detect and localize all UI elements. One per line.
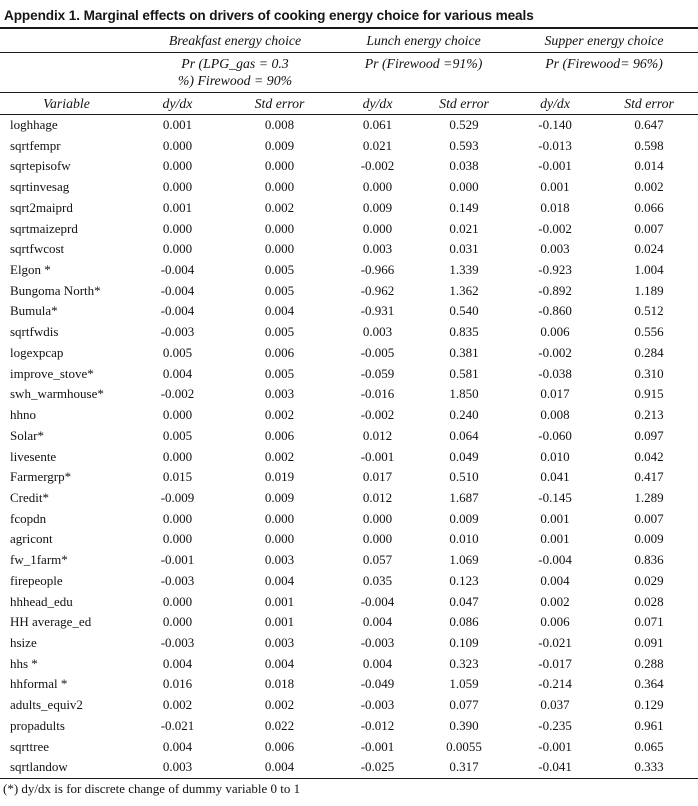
table-row <box>0 136 698 157</box>
table-row <box>0 426 698 447</box>
stderror-breakfast-cell: 0.004 <box>264 303 295 319</box>
dydx-supper-cell: -0.038 <box>538 365 572 381</box>
variable-cell: Credit* <box>10 489 49 505</box>
variable-cell: sqrt2maiprd <box>10 199 73 215</box>
table-row <box>0 281 698 302</box>
column-header-stderror-breakfast: Std error <box>222 93 337 115</box>
stderror-supper-cell: 0.009 <box>634 531 664 547</box>
dydx-breakfast-cell: 0.004 <box>162 365 193 381</box>
dydx-lunch-cell: 0.000 <box>362 220 393 236</box>
variable-cell: sqrtfwcost <box>10 241 65 257</box>
dydx-breakfast-cell: 0.005 <box>162 344 193 360</box>
dydx-lunch-cell: -0.003 <box>360 634 395 650</box>
dydx-lunch-cell: 0.000 <box>362 179 393 195</box>
stderror-lunch-cell: 1.059 <box>449 676 479 692</box>
variable-cell: sqrtfempr <box>10 137 61 153</box>
stderror-supper-cell: 0.310 <box>634 365 664 381</box>
stderror-lunch-cell: 0.031 <box>449 241 479 257</box>
stderror-lunch-cell: 1.339 <box>449 262 479 278</box>
probability-lunch <box>337 53 510 93</box>
dydx-supper-cell: 0.006 <box>540 614 570 630</box>
dydx-breakfast-cell: 0.000 <box>162 241 193 257</box>
stderror-lunch-cell: 0.047 <box>449 593 479 609</box>
dydx-supper-cell: -0.002 <box>538 220 572 236</box>
dydx-lunch-cell: -0.004 <box>360 593 395 609</box>
variable-cell: adults_equiv2 <box>10 697 83 713</box>
table-row <box>0 322 698 343</box>
dydx-lunch-cell: -0.001 <box>360 738 395 754</box>
stderror-lunch-cell: 0.009 <box>449 510 479 526</box>
dydx-lunch-cell: 0.012 <box>362 489 393 505</box>
dydx-supper-cell: -0.892 <box>538 282 572 298</box>
stderror-supper-cell: 0.647 <box>634 117 664 132</box>
stderror-supper-cell: 0.007 <box>634 220 664 236</box>
dydx-supper-cell: -0.001 <box>538 738 572 754</box>
stderror-breakfast-cell: 0.005 <box>264 262 295 278</box>
column-header-dydx-breakfast: dy/dx <box>133 93 222 115</box>
dydx-lunch-cell: -0.002 <box>360 158 395 174</box>
dydx-supper-cell: -0.017 <box>538 655 572 671</box>
variable-cell: sqrtmaizeprd <box>10 220 78 236</box>
stderror-breakfast-cell: 0.002 <box>264 448 295 464</box>
variable-cell: improve_stove* <box>10 365 94 381</box>
variable-cell: Bumula* <box>10 303 58 319</box>
stderror-breakfast-cell: 0.000 <box>264 179 295 195</box>
stderror-breakfast-cell: 0.003 <box>264 552 295 568</box>
dydx-breakfast-cell: 0.005 <box>162 427 193 443</box>
dydx-supper-cell: -0.235 <box>538 717 572 733</box>
dydx-supper-cell: -0.002 <box>538 344 572 360</box>
dydx-lunch-cell: -0.966 <box>360 262 395 278</box>
dydx-breakfast-cell: 0.000 <box>162 137 193 153</box>
dydx-lunch-cell: -0.025 <box>337 757 418 778</box>
stderror-supper-cell: 0.961 <box>634 717 664 733</box>
probability-supper-line1: Pr (Firewood= 96%) <box>545 56 663 71</box>
dydx-breakfast-cell: 0.002 <box>162 697 193 713</box>
stderror-supper-cell: 1.189 <box>634 282 664 298</box>
variable-cell: hsize <box>10 634 37 650</box>
dydx-lunch-cell: 0.003 <box>362 324 393 340</box>
table-row <box>0 219 698 240</box>
stderror-breakfast-cell: 0.004 <box>264 572 295 588</box>
stderror-breakfast-cell: 0.001 <box>264 593 295 609</box>
stderror-breakfast-cell: 0.004 <box>264 655 295 671</box>
dydx-breakfast-cell: -0.021 <box>160 717 195 733</box>
stderror-breakfast-cell: 0.000 <box>264 510 295 526</box>
stderror-supper-cell: 0.091 <box>634 634 664 650</box>
table-row <box>0 405 698 426</box>
dydx-supper-cell: -0.923 <box>538 262 572 278</box>
stderror-supper-cell: 0.097 <box>634 427 664 443</box>
variable-cell: logexpcap <box>10 344 64 360</box>
variable-cell: sqrtlandow <box>0 757 133 778</box>
variable-cell: Farmergrp* <box>10 469 72 485</box>
dydx-lunch-cell: -0.003 <box>360 697 395 713</box>
table-row <box>0 633 698 654</box>
stderror-supper-cell: 0.065 <box>634 738 664 754</box>
dydx-supper-cell: -0.001 <box>538 158 572 174</box>
dydx-supper-cell: -0.214 <box>538 676 572 692</box>
dydx-breakfast-cell: 0.000 <box>162 407 193 423</box>
stderror-lunch-cell: 0.077 <box>449 697 479 713</box>
stderror-breakfast-cell: 0.006 <box>264 344 295 360</box>
stderror-lunch-cell: 0.317 <box>418 757 510 778</box>
probability-breakfast-line1: Pr (LPG_gas = 0.3 <box>181 56 289 71</box>
stderror-supper-cell: 0.836 <box>634 552 664 568</box>
dydx-breakfast-cell: 0.000 <box>162 220 193 236</box>
table-header <box>0 29 698 115</box>
stderror-breakfast-cell: 0.000 <box>264 241 295 257</box>
stderror-breakfast-cell: 0.006 <box>264 738 295 754</box>
dydx-supper-cell: -0.013 <box>538 137 572 153</box>
dydx-breakfast-cell: -0.009 <box>160 489 195 505</box>
dydx-lunch-cell: 0.009 <box>362 199 393 215</box>
table-row <box>0 509 698 530</box>
dydx-lunch-cell: -0.049 <box>360 676 395 692</box>
table-row <box>0 343 698 364</box>
stderror-lunch-cell: 0.000 <box>449 179 479 195</box>
stderror-supper-cell: 0.042 <box>634 448 664 464</box>
probability-header-row <box>0 53 698 93</box>
table-row <box>0 757 698 778</box>
stderror-breakfast-cell: 0.000 <box>264 220 295 236</box>
stderror-supper-cell: 1.289 <box>634 489 664 505</box>
dydx-lunch-cell: 0.000 <box>362 531 393 547</box>
stderror-breakfast-cell: 0.005 <box>264 282 295 298</box>
stderror-lunch-cell: 0.0055 <box>446 738 482 754</box>
dydx-supper-cell: 0.037 <box>540 697 570 713</box>
stderror-supper-cell: 0.364 <box>634 676 664 692</box>
group-header-lunch: Lunch energy choice <box>337 29 510 53</box>
table-row <box>0 612 698 633</box>
table-row <box>0 529 698 550</box>
stderror-breakfast-cell: 0.000 <box>264 531 295 547</box>
variable-cell: firepeople <box>10 572 63 588</box>
dydx-lunch-cell: -0.001 <box>360 448 395 464</box>
dydx-lunch-cell: -0.016 <box>360 386 395 402</box>
stderror-breakfast-cell: 0.018 <box>264 676 295 692</box>
stderror-breakfast-cell: 0.005 <box>264 324 295 340</box>
table-row <box>0 592 698 613</box>
table-row <box>0 716 698 737</box>
table-row <box>0 156 698 177</box>
stderror-breakfast-cell: 0.003 <box>264 634 295 650</box>
stderror-supper-cell: 0.024 <box>634 241 664 257</box>
variable-cell: hhs * <box>10 655 38 671</box>
dydx-breakfast-cell: -0.004 <box>160 303 195 319</box>
stderror-breakfast-cell: 0.008 <box>264 117 295 132</box>
dydx-breakfast-cell: 0.000 <box>162 593 193 609</box>
stderror-supper-cell: 0.014 <box>634 158 664 174</box>
stderror-breakfast-cell: 0.002 <box>264 697 295 713</box>
stderror-lunch-cell: 0.581 <box>449 365 479 381</box>
dydx-lunch-cell: 0.004 <box>362 655 393 671</box>
variable-cell: livesente <box>10 448 57 464</box>
dydx-supper-cell: 0.003 <box>540 241 570 257</box>
dydx-supper-cell: 0.010 <box>540 448 570 464</box>
stderror-lunch-cell: 0.540 <box>449 303 479 319</box>
table-row <box>0 447 698 468</box>
dydx-breakfast-cell: 0.000 <box>162 448 193 464</box>
group-header-spacer <box>0 29 133 53</box>
dydx-supper-cell: 0.008 <box>540 407 570 423</box>
table-row <box>0 364 698 385</box>
variable-cell: sqrtinvesag <box>10 179 70 195</box>
marginal-effects-table <box>0 29 698 779</box>
dydx-breakfast-cell: 0.000 <box>162 510 193 526</box>
stderror-breakfast-cell: 0.022 <box>264 717 295 733</box>
stderror-lunch-cell: 0.529 <box>449 117 479 132</box>
dydx-supper-cell: 0.001 <box>540 531 570 547</box>
stderror-lunch-cell: 0.010 <box>449 531 479 547</box>
dydx-breakfast-cell: -0.001 <box>160 552 195 568</box>
dydx-lunch-cell: -0.962 <box>360 282 395 298</box>
dydx-lunch-cell: 0.003 <box>362 241 393 257</box>
table-row <box>0 177 698 198</box>
dydx-breakfast-cell: -0.003 <box>160 572 195 588</box>
stderror-lunch-cell: 0.240 <box>449 407 479 423</box>
variable-cell: sqrtepisofw <box>10 158 71 174</box>
stderror-supper-cell: 0.028 <box>634 593 664 609</box>
stderror-supper-cell: 0.007 <box>634 510 664 526</box>
stderror-supper-cell: 0.598 <box>634 137 664 153</box>
variable-cell: Bungoma North* <box>10 282 101 298</box>
dydx-supper-cell: 0.001 <box>540 510 570 526</box>
dydx-supper-cell: -0.860 <box>538 303 572 319</box>
dydx-lunch-cell: -0.012 <box>360 717 395 733</box>
table-row <box>0 115 698 136</box>
variable-cell: propadults <box>10 717 65 733</box>
stderror-lunch-cell: 0.123 <box>449 572 479 588</box>
stderror-supper-cell: 0.002 <box>634 179 664 195</box>
variable-cell: loghhage <box>10 117 58 132</box>
dydx-lunch-cell: 0.057 <box>362 552 393 568</box>
table-row <box>0 674 698 695</box>
stderror-breakfast-cell: 0.019 <box>264 469 295 485</box>
dydx-breakfast-cell: 0.004 <box>162 738 193 754</box>
probability-header-spacer <box>0 53 133 93</box>
variable-cell: Solar* <box>10 427 44 443</box>
stderror-lunch-cell: 0.381 <box>449 344 479 360</box>
dydx-lunch-cell: 0.061 <box>362 117 393 132</box>
stderror-breakfast-cell: 0.004 <box>222 757 337 778</box>
footnote: (*) dy/dx is for discrete change of dummy variable 0 to 1 <box>3 781 301 796</box>
table-row <box>0 654 698 675</box>
probability-breakfast <box>133 53 337 93</box>
variable-cell: fw_1farm* <box>10 552 68 568</box>
dydx-breakfast-cell: -0.004 <box>160 282 195 298</box>
dydx-breakfast-cell: -0.003 <box>160 324 195 340</box>
stderror-breakfast-cell: 0.000 <box>264 158 295 174</box>
dydx-supper-cell: 0.002 <box>540 593 570 609</box>
stderror-lunch-cell: 0.149 <box>449 199 479 215</box>
dydx-breakfast-cell: 0.003 <box>133 757 222 778</box>
column-header-row <box>0 93 698 115</box>
stderror-lunch-cell: 0.038 <box>449 158 479 174</box>
variable-cell: swh_warmhouse* <box>10 386 104 402</box>
dydx-lunch-cell: 0.004 <box>362 614 393 630</box>
variable-cell: agricont <box>10 531 53 547</box>
stderror-lunch-cell: 0.323 <box>449 655 479 671</box>
dydx-breakfast-cell: -0.003 <box>160 634 195 650</box>
stderror-lunch-cell: 0.064 <box>449 427 479 443</box>
stderror-lunch-cell: 0.510 <box>449 469 479 485</box>
table-row <box>0 488 698 509</box>
stderror-breakfast-cell: 0.002 <box>264 199 295 215</box>
stderror-supper-cell: 0.512 <box>634 303 664 319</box>
dydx-breakfast-cell: -0.004 <box>160 262 195 278</box>
dydx-breakfast-cell: 0.001 <box>162 199 193 215</box>
variable-cell: hhno <box>10 407 36 423</box>
stderror-lunch-cell: 0.049 <box>449 448 479 464</box>
dydx-lunch-cell: -0.005 <box>360 344 395 360</box>
variable-cell: sqrtfwdis <box>10 324 59 340</box>
dydx-breakfast-cell: 0.000 <box>162 614 193 630</box>
dydx-supper-cell: -0.140 <box>538 117 572 132</box>
dydx-breakfast-cell: 0.004 <box>162 655 193 671</box>
stderror-supper-cell: 0.213 <box>634 407 664 423</box>
stderror-supper-cell: 0.556 <box>634 324 664 340</box>
stderror-breakfast-cell: 0.005 <box>264 365 295 381</box>
page-title: Appendix 1. Marginal effects on drivers of cooking energy choice for various meals <box>0 0 698 29</box>
column-header-dydx-lunch: dy/dx <box>337 93 418 115</box>
table-row <box>0 260 698 281</box>
probability-lunch-line1: Pr (Firewood =91%) <box>364 56 483 71</box>
table-row <box>0 571 698 592</box>
dydx-supper-cell: 0.001 <box>540 179 570 195</box>
stderror-supper-cell: 0.417 <box>634 469 664 485</box>
dydx-supper-cell: -0.145 <box>538 489 572 505</box>
stderror-supper-cell: 0.129 <box>634 697 664 713</box>
group-header-breakfast: Breakfast energy choice <box>133 29 337 53</box>
dydx-supper-cell: -0.041 <box>510 757 600 778</box>
column-header-variable: Variable <box>0 93 133 115</box>
stderror-lunch-cell: 0.390 <box>449 717 479 733</box>
probability-breakfast-line2: %) Firewood = 90% <box>177 72 293 88</box>
dydx-supper-cell: -0.004 <box>538 552 572 568</box>
stderror-breakfast-cell: 0.002 <box>264 407 295 423</box>
table-row <box>0 239 698 260</box>
stderror-lunch-cell: 0.593 <box>449 137 479 153</box>
stderror-supper-cell: 0.288 <box>634 655 664 671</box>
dydx-lunch-cell: -0.931 <box>360 303 395 319</box>
probability-supper <box>510 53 698 93</box>
dydx-supper-cell: 0.018 <box>540 199 570 215</box>
variable-cell: hhformal * <box>10 676 68 692</box>
table-row <box>0 384 698 405</box>
dydx-lunch-cell: -0.002 <box>360 407 395 423</box>
dydx-lunch-cell: 0.017 <box>362 469 393 485</box>
variable-cell: hhhead_edu <box>10 593 73 609</box>
dydx-breakfast-cell: 0.001 <box>162 117 193 132</box>
stderror-lunch-cell: 1.362 <box>449 282 479 298</box>
variable-cell: Elgon * <box>10 262 51 278</box>
table-body <box>0 115 698 779</box>
stderror-breakfast-cell: 0.006 <box>264 427 295 443</box>
dydx-breakfast-cell: 0.000 <box>162 531 193 547</box>
dydx-breakfast-cell: 0.015 <box>162 469 193 485</box>
variable-cell: HH average_ed <box>10 614 92 630</box>
stderror-lunch-cell: 0.835 <box>449 324 479 340</box>
stderror-lunch-cell: 0.109 <box>449 634 479 650</box>
table-row <box>0 301 698 322</box>
stderror-supper-cell: 0.066 <box>634 199 664 215</box>
stderror-breakfast-cell: 0.001 <box>264 614 295 630</box>
dydx-supper-cell: 0.004 <box>540 572 570 588</box>
dydx-lunch-cell: 0.021 <box>362 137 393 153</box>
dydx-breakfast-cell: 0.000 <box>162 158 193 174</box>
stderror-lunch-cell: 1.069 <box>449 552 479 568</box>
variable-cell: fcopdn <box>10 510 47 526</box>
stderror-supper-cell: 0.333 <box>600 757 698 778</box>
stderror-supper-cell: 0.915 <box>634 386 664 402</box>
dydx-supper-cell: 0.041 <box>540 469 570 485</box>
table-row <box>0 550 698 571</box>
stderror-breakfast-cell: 0.009 <box>264 137 295 153</box>
stderror-breakfast-cell: 0.009 <box>264 489 295 505</box>
stderror-supper-cell: 0.284 <box>634 344 664 360</box>
dydx-lunch-cell: 0.035 <box>362 572 393 588</box>
stderror-lunch-cell: 1.687 <box>449 489 479 505</box>
stderror-breakfast-cell: 0.003 <box>264 386 295 402</box>
stderror-supper-cell: 1.004 <box>634 262 664 278</box>
table-row <box>0 467 698 488</box>
dydx-breakfast-cell: 0.016 <box>162 676 193 692</box>
dydx-lunch-cell: -0.059 <box>360 365 395 381</box>
table-row <box>0 695 698 716</box>
column-header-dydx-supper: dy/dx <box>510 93 600 115</box>
table-row <box>0 737 698 758</box>
dydx-lunch-cell: 0.000 <box>362 510 393 526</box>
column-header-stderror-lunch: Std error <box>418 93 510 115</box>
dydx-supper-cell: -0.060 <box>538 427 572 443</box>
stderror-lunch-cell: 1.850 <box>449 386 479 402</box>
dydx-breakfast-cell: -0.002 <box>160 386 195 402</box>
stderror-lunch-cell: 0.021 <box>449 220 479 236</box>
dydx-supper-cell: 0.006 <box>540 324 570 340</box>
stderror-lunch-cell: 0.086 <box>449 614 479 630</box>
variable-cell: sqrttree <box>10 738 49 754</box>
dydx-lunch-cell: 0.012 <box>362 427 393 443</box>
dydx-supper-cell: -0.021 <box>538 634 572 650</box>
dydx-supper-cell: 0.017 <box>540 386 570 402</box>
stderror-supper-cell: 0.029 <box>634 572 664 588</box>
dydx-breakfast-cell: 0.000 <box>162 179 193 195</box>
table-row <box>0 198 698 219</box>
column-header-stderror-supper: Std error <box>600 93 698 115</box>
stderror-supper-cell: 0.071 <box>634 614 664 630</box>
group-header-row <box>0 29 698 53</box>
group-header-supper: Supper energy choice <box>510 29 698 53</box>
